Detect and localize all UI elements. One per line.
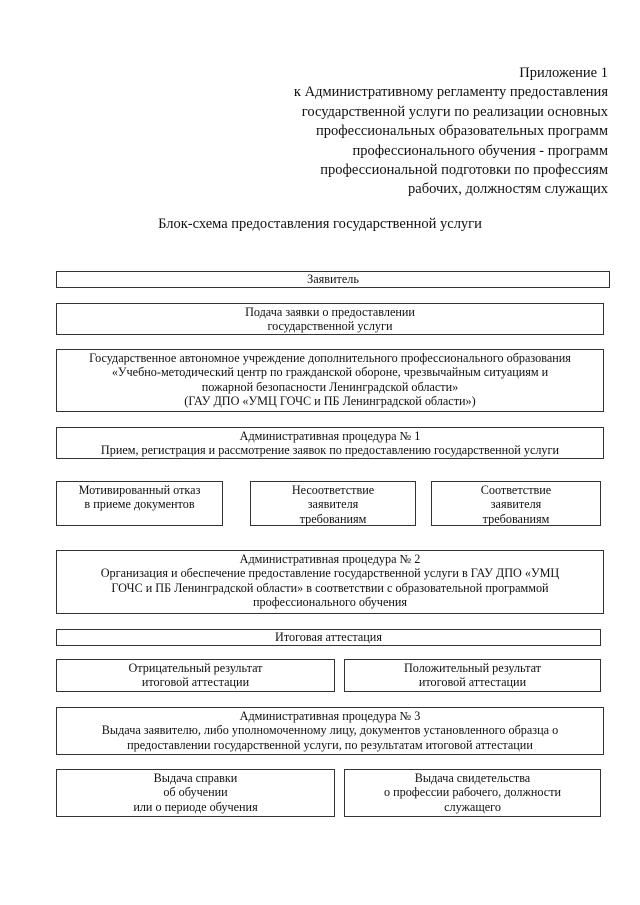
box-line: пожарной безопасности Ленинградской области» bbox=[201, 379, 459, 394]
box-line: требованиям bbox=[482, 511, 550, 526]
submit-application-box bbox=[56, 303, 604, 335]
box-line: Положительный результат bbox=[403, 661, 542, 675]
appendix-line: профессиональных образовательных программ bbox=[315, 123, 608, 140]
box-line: Административная процедура № 3 bbox=[239, 709, 421, 723]
certificate-box bbox=[56, 769, 335, 817]
box-line: Подача заявки о предоставлении bbox=[245, 305, 415, 319]
appendix-header bbox=[188, 64, 608, 200]
box-line: об обучении bbox=[163, 785, 228, 800]
appendix-line: профессионального обучения - программ bbox=[352, 142, 608, 159]
box-line: Прием, регистрация и рассмотрение заявок по предоставлению государственной услуги bbox=[100, 443, 560, 458]
mismatch-box bbox=[250, 481, 416, 526]
appendix-line: к Административному регламенту предоставления bbox=[293, 84, 608, 101]
refusal-box bbox=[56, 481, 223, 526]
positive-result-box bbox=[344, 659, 601, 692]
procedure-3-box bbox=[56, 707, 604, 755]
box-line: требованиям bbox=[299, 511, 367, 526]
box-line: Выдача свидетельства bbox=[414, 771, 531, 785]
box-line: Административная процедура № 1 bbox=[239, 429, 421, 443]
appendix-line: профессиональной подготовки по профессиям bbox=[320, 162, 608, 179]
service-center-box bbox=[56, 349, 604, 412]
box-line: предоставлении государственной услуги, по результатам итоговой аттестации bbox=[127, 737, 533, 752]
box-line: «Учебно-методический центр по гражданской обороне, чрезвычайным ситуациям и bbox=[111, 365, 549, 380]
box-line: ГОЧС и ПБ Ленинградской области» в соответствии с образовательной программой bbox=[111, 580, 549, 595]
procedure-2-box bbox=[56, 550, 604, 614]
procedure-1-box bbox=[56, 427, 604, 459]
appendix-line: рабочих, должностям служащих bbox=[408, 181, 608, 198]
box-line: Государственное автономное учреждение дополнительного профессионального образования bbox=[89, 351, 571, 365]
box-line: или о периоде обучения bbox=[133, 799, 258, 814]
box-line: в приеме документов bbox=[84, 497, 195, 512]
box-line: итоговой аттестации bbox=[141, 675, 250, 690]
box-line: Отрицательный результат bbox=[128, 661, 263, 675]
final-exam-box bbox=[56, 629, 601, 646]
match-box bbox=[431, 481, 601, 526]
box-line: (ГАУ ДПО «УМЦ ГОЧС и ПБ Ленинградской области») bbox=[184, 394, 476, 409]
box-line: государственной услуги bbox=[267, 319, 393, 334]
negative-result-box bbox=[56, 659, 335, 692]
box-line: заявителя bbox=[490, 497, 542, 512]
box-line: Заявитель bbox=[307, 272, 359, 287]
box-line: Соответствие bbox=[480, 483, 552, 497]
appendix-line: государственной услуги по реализации основных bbox=[301, 103, 608, 120]
page-title: Блок-схема предоставления государственной услуги bbox=[158, 216, 482, 232]
box-line: Административная процедура № 2 bbox=[239, 552, 421, 566]
box-line: Мотивированный отказ bbox=[78, 483, 201, 497]
box-line: профессионального обучения bbox=[253, 595, 407, 610]
box-line: итоговой аттестации bbox=[418, 675, 527, 690]
box-line: заявителя bbox=[307, 497, 359, 512]
box-line: Несоответствие bbox=[291, 483, 375, 497]
box-line: о профессии рабочего, должности bbox=[383, 785, 562, 800]
box-line: Итоговая аттестация bbox=[275, 630, 382, 645]
appendix-line: Приложение 1 bbox=[519, 65, 608, 81]
box-line: Выдача справки bbox=[153, 771, 238, 785]
box-line: Организация и обеспечение предоставление государственной услуги в ГАУ ДПО «УМЦ bbox=[100, 566, 560, 581]
box-line: служащего bbox=[444, 799, 501, 814]
applicant-box bbox=[56, 271, 610, 288]
box-line: Выдача заявителю, либо уполномоченному лицу, документов установленного образца о bbox=[101, 723, 559, 738]
diploma-box bbox=[344, 769, 601, 817]
